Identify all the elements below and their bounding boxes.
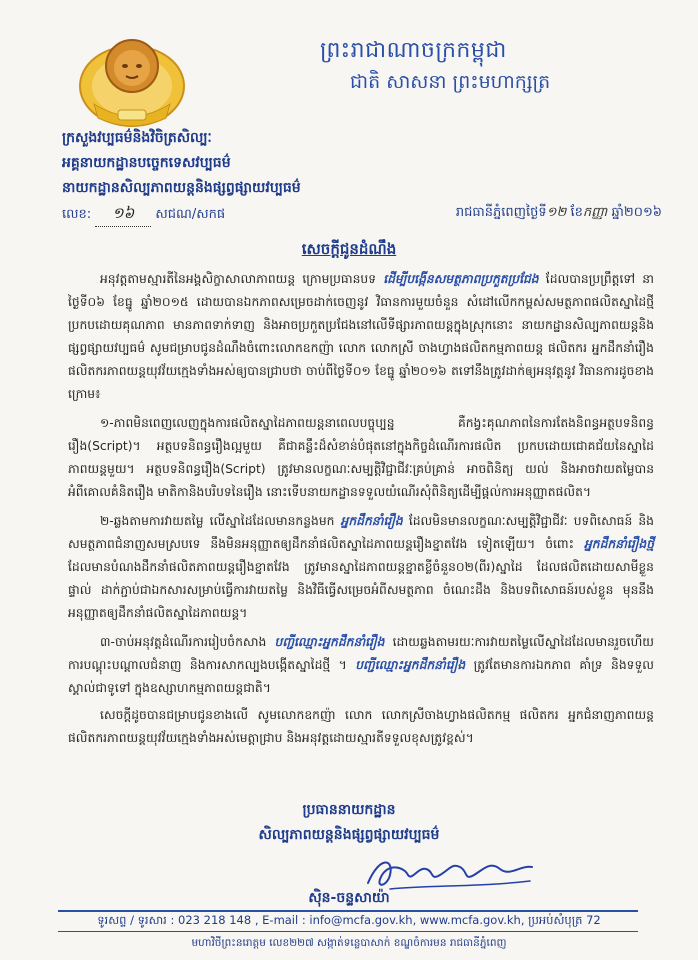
ref-suffix: សជណ/សកផ <box>155 207 226 222</box>
intro-emphasis: ដើម្បីបង្កើនសមត្ថភាពប្រកួតប្រជែង <box>383 272 539 286</box>
date-year: ឆ្នាំ២០១៦ <box>611 205 662 220</box>
ref-label: លេខ: <box>62 207 92 222</box>
signatory-department: សិល្បភាពយន្តនិងផ្សព្វផ្សាយវប្បធម៌ <box>258 827 440 843</box>
item3-text-b: ដោយឆ្លងតាមរយៈការវាយតម្លៃលើស្នាដៃដែលមានរួចហើយ ការបណ្តុះបណ្តាលជំនាញ និងការសាកល្បងបង្កើតស្នាដៃថ្មី ។ <box>68 635 654 672</box>
footer-divider-top <box>58 910 638 912</box>
item3-text-a: ៣-ចាប់អនុវត្តដំណើរការរៀបចំកសាង <box>100 635 267 649</box>
date-prefix: រាជធានីភ្នំពេញថ្ងៃទី <box>455 205 547 220</box>
list-item-2 <box>68 510 654 625</box>
signatory-position: ប្រធាននាយកដ្ឋាន <box>302 802 396 818</box>
directorate-name: អគ្គនាយកដ្ឋានបច្ចេកទេសវប្បធម៌ <box>62 155 231 171</box>
footer-address: មហាវិថីព្រះនរោត្តម លេខ២២៧ សង្កាត់ទន្លេបាសាក់ ខណ្ឌចំការមន រាជធានីភ្នំពេញ <box>191 937 507 949</box>
ministry-name: ក្រសួងវប្បធម៌និងវិចិត្រសិល្បៈ <box>62 130 212 146</box>
intro-text-a: អនុវត្តតាមស្មារតីនៃអង្គសិក្ខាសាលាភាពយន្ត ក្រោមប្រធានបទ <box>100 272 377 286</box>
date-month-label: ខែ <box>570 205 583 220</box>
item3-text-c: ត្រូវតែមានការឯកភាព គាំទ្រ និងទទួលស្គាល់ជាទូទៅ ក្នុងឧស្សាហកម្មភាពយន្តជាតិ។ <box>68 658 654 695</box>
issuing-authority <box>62 128 362 199</box>
list-item-3 <box>68 631 654 700</box>
item2-emphasis: អ្នកដឹកនាំរឿង <box>340 514 403 528</box>
intro-text-b: ដែលបានប្រព្រឹត្តទៅ នាថ្ងៃទី០៦ ខែធ្នូ ឆ្នាំ២០១៥ ដោយបានឯកភាពសម្រេចដាក់ចេញនូវ វិធានការមួយចំនួន សំដៅលើកកម្ពស់សមត្ថភាពផលិតស្នាដៃថ្មីប្រកបដោយគុណភាព មានភាពទាក់ទាញ និងអាចប្រកួតប្រជែងនៅលើទីផ្សារភាពយន្តក្នុងស្រុកនោះ នាយកដ្ឋានសិល្បភាពយន្តនិងផ្សព្វផ្សាយវប្បធម៌ សូមជម្រាបជូនដំណឹងចំពោះលោកឧកញ៉ា លោក លោកស្រី ចាងហ្វាងផលិតកម្មភាពយន្ត ផលិតករ អ្នកដឹកនាំរឿង ផលិតករភាពយន្តយុវវ័យក្មេងទាំងអស់ឲ្យបានជ្រាបថា ចាប់ពីថ្ងៃទី០១ ខែធ្នូ ឆ្នាំ២០១៦ តទៅនឹងត្រូវដាក់ឲ្យអនុវត្តនូវ វិធានការដូចខាងក្រោម៖ <box>68 272 654 401</box>
date-day: ១២ <box>546 205 567 220</box>
item3-emphasis: បញ្ជីឈ្មោះអ្នកដឹកនាំរឿង <box>274 635 385 649</box>
signatory-name: ស៊ិន-ចន្ទសាយ៉ា <box>308 890 390 906</box>
item2-text-a: ២-ឆ្លងតាមការវាយតម្លៃ លើស្នាដៃដែលមានកន្លងមក <box>100 514 335 528</box>
kingdom-heading: ព្រះរាជាណាចក្រកម្ពុជា <box>320 38 507 63</box>
item3-emphasis-2: បញ្ជីឈ្មោះអ្នកដឹកនាំរឿង <box>355 658 466 672</box>
list-item-1: ១-ភាពមិនពេញលេញក្នុងការផលិតស្នាដៃភាពយន្តនាពេលបច្ចុប្បន្ន គឺកង្វះគុណភាពនៃការតែងនិពន្ធអត្ថបទនិពន្ធរឿង(Script)។ អត្ថបទនិពន្ធរឿងល្អមួយ គឺជាគន្លឹះដ៏សំខាន់បំផុតនៅក្នុងកិច្ចដំណើរការផលិត ប្រកបដោយជោគជ័យនៃស្នាដៃភាពយន្តមួយ។ អត្ថបទនិពន្ធរឿង(Script) ត្រូវមានលក្ខណៈសម្បត្តិវិជ្ជាជីវៈគ្រប់គ្រាន់ អាចពិនិត្យ យល់ និងអាចវាយតម្លៃបានអំពីគោលគំនិតរឿង មាតិកានិងបរិបទនៃរឿង នោះទើបនាយកដ្ឋានទទួលយំណើរសុំពិនិត្យដើម្បីផ្តល់ការអនុញ្ញាតផលិត។ <box>68 416 654 499</box>
item2-text-b: ដែលមិនមានលក្ខណៈសម្បត្តិវិជ្ជាជីវៈ បទពិសោធន៍ និងសមត្ថភាពជំនាញសមស្របទេ នឹងមិនអនុញ្ញាតឲ្យដឹកនាំផលិតស្នាដៃភាពយន្តរឿងខ្នាតវែង ទៀតឡើយ។ ចំពោះ <box>68 514 654 551</box>
item2-text-c: ដែលមានបំណងដឹកនាំផលិតភាពយន្តរឿងខ្នាតវែង ត្រូវមានស្នាដៃភាពយន្តខ្នាតខ្លីចំនួន០២(ពីរ)ស្នាដៃ ដែលផលិតដោយសាមីខ្លួនផ្ទាល់ ដាក់ភ្ជាប់ជាឯកសារសម្រាប់ធ្វើការវាយតម្លៃ និងវិធីធ្វើសម្រេចអំពីសមត្ថភាព ចំណេះដឹង និងបទពិសោធន៍របស់ខ្លួន មុននឹងអនុញ្ញាតឲ្យដឹកនាំផលិតស្នាដៃភាពយន្ត។ <box>68 560 654 620</box>
footer-divider-bottom <box>58 931 638 932</box>
department-name: នាយកដ្ឋានសិល្បភាពយន្តនិងផ្សព្វផ្សាយវប្បធម៌ <box>62 180 301 196</box>
ref-number-value: ១៦ <box>112 204 135 222</box>
ministry-emblem-logo <box>76 24 188 132</box>
issue-date <box>456 204 662 223</box>
reference-number <box>62 204 225 227</box>
paragraph-intro <box>68 268 654 406</box>
date-month: កញ្ញា <box>582 205 608 220</box>
footer-contact: ទូរសព្ទ / ទូរសារ : 023 218 148 , E-mail : info@mcfa.gov.kh, www.mcfa.gov.kh, ប្រអប់សំបុត្រ 72 <box>97 913 601 927</box>
notice-title: សេចក្តីជូនដំណឹង <box>301 240 397 258</box>
notice-body <box>68 268 654 754</box>
signatory-title <box>0 800 698 846</box>
national-motto: ជាតិ សាសនា ព្រះមហាក្សត្រ <box>350 71 551 93</box>
item2-emphasis-2: អ្នកដឹកនាំរឿងថ្មី <box>583 537 654 551</box>
closing-paragraph: សេចក្តីដូចបានជម្រាបជូនខាងលើ សូមលោកឧកញ៉ា លោក លោកស្រីចាងហ្វាងផលិតកម្ម ផលិតករ អ្នកជំនាញភាពយន្ត ផលិតករភាពយន្តយុវវ័យក្មេងទាំងអស់មេត្តាជ្រាប និងអនុវត្តដោយស្មារតីទទួលខុសត្រូវខ្ពស់។ <box>68 708 654 745</box>
